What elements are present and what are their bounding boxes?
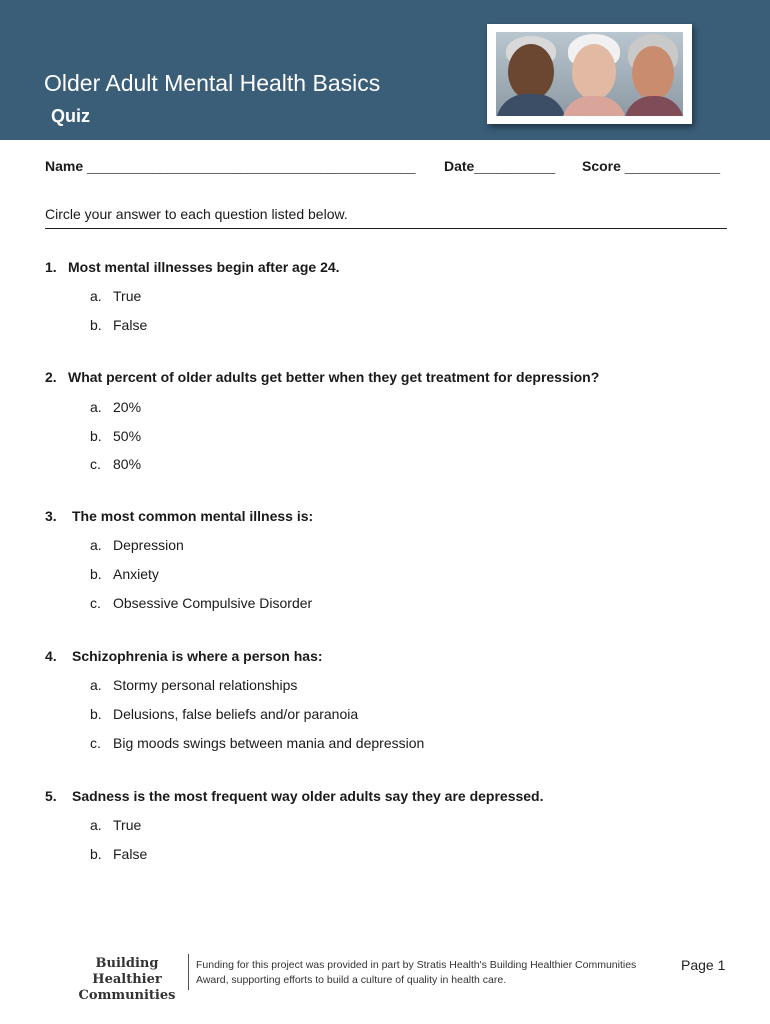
page-subtitle: Quiz — [51, 106, 90, 126]
option-2a[interactable]: a. 20% — [90, 399, 142, 415]
question-4 — [45, 648, 323, 664]
option-3c[interactable]: c. Obsessive Compulsive Disorder — [90, 595, 313, 611]
question-text: The most common mental illness is: — [72, 508, 314, 524]
question-1 — [45, 259, 340, 275]
option-3a[interactable]: a. Depression — [90, 537, 184, 553]
date-blank-line: ___________ — [474, 158, 555, 174]
question-text: Most mental illnesses begin after age 24. — [68, 259, 340, 275]
option-5b[interactable]: b. False — [90, 846, 148, 862]
option-1b[interactable]: b. False — [90, 317, 148, 333]
question-text: What percent of older adults get better when they get treatment for depression? — [68, 369, 600, 385]
option-4b[interactable]: b. Delusions, false beliefs and/or paranoia — [90, 706, 359, 722]
name-blank-line: _____________________________________________ — [87, 158, 415, 174]
date-label: Date — [444, 158, 475, 174]
option-4c[interactable]: c. Big moods swings between mania and depression — [90, 735, 425, 751]
header-photo — [487, 24, 692, 124]
question-number: 2. — [45, 369, 57, 385]
question-text: Schizophrenia is where a person has: — [72, 648, 323, 664]
question-number: 5. — [45, 788, 57, 804]
question-2 — [45, 369, 599, 385]
question-number: 3. — [45, 508, 57, 524]
option-4a[interactable]: a. Stormy personal relationships — [90, 677, 298, 693]
option-2b[interactable]: b. 50% — [90, 428, 142, 444]
header-banner — [0, 0, 770, 140]
option-3b[interactable]: b. Anxiety — [90, 566, 159, 582]
question-text: Sadness is the most frequent way older adults say they are depressed. — [72, 788, 544, 804]
older-adults-photo — [496, 32, 683, 116]
score-blank-line: _____________ — [624, 158, 720, 174]
form-fields-row — [45, 158, 725, 178]
score-label: Score — [582, 158, 621, 174]
funding-statement: Funding for this project was provided in part by Stratis Health's Building Healthier Communities Award, supporting efforts to build a culture of quality in health care. — [196, 959, 637, 986]
option-2c[interactable]: c. 80% — [90, 456, 142, 472]
page-title: Older Adult Mental Health Basics — [44, 70, 381, 96]
question-3 — [45, 508, 313, 524]
building-healthier-communities-logo: Building Healthier Communities — [78, 956, 176, 1003]
question-5 — [45, 788, 544, 804]
footer-divider — [188, 954, 189, 990]
page-number: Page 1 — [681, 957, 726, 973]
name-label: Name — [45, 158, 84, 174]
option-5a[interactable]: a. True — [90, 817, 142, 833]
option-1a[interactable]: a. True — [90, 288, 142, 304]
question-number: 1. — [45, 259, 57, 275]
question-number: 4. — [45, 648, 57, 664]
instructions: Circle your answer to each question listed below. — [45, 206, 727, 229]
